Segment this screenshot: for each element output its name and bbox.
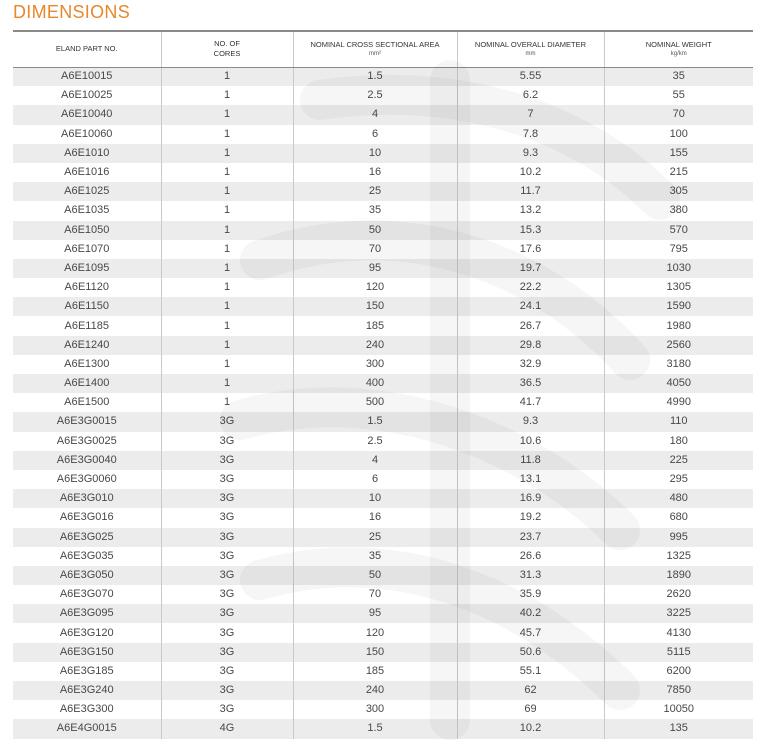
weight-cell: 7850 [604, 681, 753, 700]
diameter-cell: 13.2 [457, 201, 604, 220]
dimensions-table [13, 30, 753, 739]
diameter-cell: 62 [457, 681, 604, 700]
area-cell: 120 [293, 278, 457, 297]
weight-cell: 4050 [604, 374, 753, 393]
cores-cell: 3G [161, 566, 293, 585]
part-no-cell: A6E3G120 [13, 623, 161, 642]
table-row [13, 144, 753, 163]
diameter-cell: 19.7 [457, 259, 604, 278]
diameter-cell: 23.7 [457, 528, 604, 547]
diameter-cell: 9.3 [457, 144, 604, 163]
cores-cell: 3G [161, 585, 293, 604]
cores-cell: 3G [161, 528, 293, 547]
area-cell: 16 [293, 508, 457, 527]
part-no-cell: A6E1500 [13, 393, 161, 412]
diameter-cell: 11.7 [457, 182, 604, 201]
diameter-cell: 6.2 [457, 86, 604, 105]
cores-cell: 1 [161, 125, 293, 144]
weight-cell: 795 [604, 240, 753, 259]
diameter-cell: 29.8 [457, 336, 604, 355]
diameter-cell: 13.1 [457, 470, 604, 489]
area-cell: 500 [293, 393, 457, 412]
diameter-cell: 16.9 [457, 489, 604, 508]
area-cell: 70 [293, 240, 457, 259]
weight-cell: 2560 [604, 336, 753, 355]
area-cell: 25 [293, 182, 457, 201]
header-unit: mm [525, 51, 536, 58]
table-row [13, 105, 753, 124]
weight-cell: 135 [604, 719, 753, 738]
table-row [13, 528, 753, 547]
cores-cell: 3G [161, 451, 293, 470]
area-cell: 35 [293, 547, 457, 566]
table-row [13, 125, 753, 144]
area-cell: 150 [293, 643, 457, 662]
cores-cell: 3G [161, 623, 293, 642]
diameter-cell: 15.3 [457, 221, 604, 240]
area-cell: 185 [293, 662, 457, 681]
cores-cell: 1 [161, 278, 293, 297]
area-cell: 300 [293, 700, 457, 719]
weight-cell: 1305 [604, 278, 753, 297]
area-cell: 400 [293, 374, 457, 393]
area-cell: 35 [293, 201, 457, 220]
weight-cell: 3225 [604, 604, 753, 623]
part-no-cell: A6E3G0025 [13, 432, 161, 451]
header-part-no [13, 31, 161, 67]
diameter-cell: 7.8 [457, 125, 604, 144]
table-row [13, 221, 753, 240]
table-row [13, 355, 753, 374]
diameter-cell: 26.7 [457, 316, 604, 335]
cores-cell: 3G [161, 412, 293, 431]
weight-cell: 155 [604, 144, 753, 163]
table-row [13, 585, 753, 604]
cores-cell: 1 [161, 86, 293, 105]
area-cell: 50 [293, 566, 457, 585]
area-cell: 2.5 [293, 432, 457, 451]
table-header [13, 31, 753, 67]
part-no-cell: A6E3G095 [13, 604, 161, 623]
part-no-cell: A6E1025 [13, 182, 161, 201]
cores-cell: 3G [161, 643, 293, 662]
weight-cell: 1890 [604, 566, 753, 585]
area-cell: 1.5 [293, 67, 457, 86]
cores-cell: 1 [161, 316, 293, 335]
part-no-cell: A6E3G025 [13, 528, 161, 547]
diameter-cell: 7 [457, 105, 604, 124]
table-row [13, 86, 753, 105]
header-no-of-cores [161, 31, 293, 67]
part-no-cell: A6E3G0040 [13, 451, 161, 470]
area-cell: 10 [293, 144, 457, 163]
cores-cell: 3G [161, 700, 293, 719]
cores-cell: 3G [161, 470, 293, 489]
part-no-cell: A6E3G010 [13, 489, 161, 508]
table-row [13, 643, 753, 662]
area-cell: 2.5 [293, 86, 457, 105]
part-no-cell: A6E1035 [13, 201, 161, 220]
part-no-cell: A6E1010 [13, 144, 161, 163]
part-no-cell: A6E10060 [13, 125, 161, 144]
header-label: NO. OF [214, 39, 240, 49]
weight-cell: 2620 [604, 585, 753, 604]
weight-cell: 480 [604, 489, 753, 508]
area-cell: 6 [293, 470, 457, 489]
area-cell: 185 [293, 316, 457, 335]
header-row [13, 31, 753, 67]
table-row [13, 451, 753, 470]
table-row [13, 374, 753, 393]
header-label: NOMINAL CROSS SECTIONAL AREA [310, 40, 440, 50]
diameter-cell: 11.8 [457, 451, 604, 470]
table-row [13, 604, 753, 623]
part-no-cell: A6E3G0060 [13, 470, 161, 489]
weight-cell: 1590 [604, 297, 753, 316]
table-row [13, 662, 753, 681]
part-no-cell: A6E1300 [13, 355, 161, 374]
diameter-cell: 5.55 [457, 67, 604, 86]
header-unit: mm² [369, 51, 381, 58]
section-title: DIMENSIONS [13, 2, 131, 22]
part-no-cell: A6E10040 [13, 105, 161, 124]
table-body [13, 67, 753, 739]
cores-cell: 3G [161, 489, 293, 508]
table-row [13, 316, 753, 335]
weight-cell: 4990 [604, 393, 753, 412]
area-cell: 16 [293, 163, 457, 182]
part-no-cell: A6E3G185 [13, 662, 161, 681]
cores-cell: 4G [161, 719, 293, 738]
table-row [13, 297, 753, 316]
table-row [13, 67, 753, 86]
cores-cell: 1 [161, 336, 293, 355]
area-cell: 95 [293, 604, 457, 623]
table-row [13, 336, 753, 355]
part-no-cell: A6E1095 [13, 259, 161, 278]
diameter-cell: 26.6 [457, 547, 604, 566]
weight-cell: 110 [604, 412, 753, 431]
diameter-cell: 45.7 [457, 623, 604, 642]
weight-cell: 4130 [604, 623, 753, 642]
part-no-cell: A6E1050 [13, 221, 161, 240]
weight-cell: 1980 [604, 316, 753, 335]
cores-cell: 3G [161, 604, 293, 623]
part-no-cell: A6E3G240 [13, 681, 161, 700]
part-no-cell: A6E4G0015 [13, 719, 161, 738]
area-cell: 1.5 [293, 412, 457, 431]
diameter-cell: 50.6 [457, 643, 604, 662]
diameter-cell: 17.6 [457, 240, 604, 259]
diameter-cell: 10.6 [457, 432, 604, 451]
part-no-cell: A6E3G050 [13, 566, 161, 585]
header-label-line2: CORES [213, 49, 241, 59]
area-cell: 240 [293, 681, 457, 700]
cores-cell: 1 [161, 393, 293, 412]
diameter-cell: 9.3 [457, 412, 604, 431]
header-cross-sectional-area [293, 31, 457, 67]
header-label: ELAND PART NO. [55, 44, 118, 54]
weight-cell: 3180 [604, 355, 753, 374]
diameter-cell: 22.2 [457, 278, 604, 297]
table-row [13, 508, 753, 527]
area-cell: 150 [293, 297, 457, 316]
cores-cell: 1 [161, 163, 293, 182]
part-no-cell: A6E1150 [13, 297, 161, 316]
diameter-cell: 36.5 [457, 374, 604, 393]
weight-cell: 305 [604, 182, 753, 201]
diameter-cell: 19.2 [457, 508, 604, 527]
diameter-cell: 10.2 [457, 719, 604, 738]
table-row [13, 182, 753, 201]
area-cell: 120 [293, 623, 457, 642]
part-no-cell: A6E3G016 [13, 508, 161, 527]
diameter-cell: 32.9 [457, 355, 604, 374]
area-cell: 70 [293, 585, 457, 604]
diameter-cell: 55.1 [457, 662, 604, 681]
cores-cell: 1 [161, 259, 293, 278]
part-no-cell: A6E1400 [13, 374, 161, 393]
cores-cell: 3G [161, 681, 293, 700]
part-no-cell: A6E10025 [13, 86, 161, 105]
cores-cell: 1 [161, 201, 293, 220]
weight-cell: 1030 [604, 259, 753, 278]
table-row [13, 259, 753, 278]
area-cell: 50 [293, 221, 457, 240]
weight-cell: 35 [604, 67, 753, 86]
diameter-cell: 35.9 [457, 585, 604, 604]
table-row [13, 412, 753, 431]
part-no-cell: A6E1120 [13, 278, 161, 297]
cores-cell: 1 [161, 297, 293, 316]
cores-cell: 1 [161, 67, 293, 86]
part-no-cell: A6E1240 [13, 336, 161, 355]
weight-cell: 215 [604, 163, 753, 182]
table-row [13, 432, 753, 451]
part-no-cell: A6E3G150 [13, 643, 161, 662]
table-row [13, 163, 753, 182]
table-row [13, 719, 753, 738]
cores-cell: 1 [161, 355, 293, 374]
cores-cell: 3G [161, 662, 293, 681]
part-no-cell: A6E10015 [13, 67, 161, 86]
cores-cell: 3G [161, 508, 293, 527]
weight-cell: 995 [604, 528, 753, 547]
area-cell: 1.5 [293, 719, 457, 738]
part-no-cell: A6E3G0015 [13, 412, 161, 431]
weight-cell: 100 [604, 125, 753, 144]
weight-cell: 55 [604, 86, 753, 105]
diameter-cell: 40.2 [457, 604, 604, 623]
cores-cell: 1 [161, 144, 293, 163]
weight-cell: 6200 [604, 662, 753, 681]
weight-cell: 380 [604, 201, 753, 220]
weight-cell: 680 [604, 508, 753, 527]
table-row [13, 566, 753, 585]
diameter-cell: 10.2 [457, 163, 604, 182]
area-cell: 240 [293, 336, 457, 355]
table-row [13, 700, 753, 719]
diameter-cell: 31.3 [457, 566, 604, 585]
cores-cell: 3G [161, 432, 293, 451]
cores-cell: 1 [161, 240, 293, 259]
weight-cell: 180 [604, 432, 753, 451]
part-no-cell: A6E1016 [13, 163, 161, 182]
weight-cell: 5115 [604, 643, 753, 662]
diameter-cell: 69 [457, 700, 604, 719]
area-cell: 95 [293, 259, 457, 278]
table-row [13, 278, 753, 297]
area-cell: 25 [293, 528, 457, 547]
cores-cell: 3G [161, 547, 293, 566]
weight-cell: 570 [604, 221, 753, 240]
weight-cell: 1325 [604, 547, 753, 566]
part-no-cell: A6E3G070 [13, 585, 161, 604]
table-row [13, 547, 753, 566]
cores-cell: 1 [161, 182, 293, 201]
part-no-cell: A6E3G035 [13, 547, 161, 566]
header-label: NOMINAL OVERALL DIAMETER [474, 40, 587, 50]
header-label: NOMINAL WEIGHT [645, 40, 712, 50]
cores-cell: 1 [161, 221, 293, 240]
table-row [13, 240, 753, 259]
weight-cell: 225 [604, 451, 753, 470]
diameter-cell: 24.1 [457, 297, 604, 316]
area-cell: 4 [293, 451, 457, 470]
table-row [13, 623, 753, 642]
weight-cell: 295 [604, 470, 753, 489]
area-cell: 6 [293, 125, 457, 144]
area-cell: 300 [293, 355, 457, 374]
table-row [13, 393, 753, 412]
table-row [13, 681, 753, 700]
table-row [13, 470, 753, 489]
diameter-cell: 41.7 [457, 393, 604, 412]
area-cell: 4 [293, 105, 457, 124]
weight-cell: 10050 [604, 700, 753, 719]
part-no-cell: A6E1185 [13, 316, 161, 335]
cores-cell: 1 [161, 374, 293, 393]
header-nominal-weight [604, 31, 753, 67]
area-cell: 10 [293, 489, 457, 508]
part-no-cell: A6E1070 [13, 240, 161, 259]
weight-cell: 70 [604, 105, 753, 124]
header-overall-diameter [457, 31, 604, 67]
table-row [13, 201, 753, 220]
part-no-cell: A6E3G300 [13, 700, 161, 719]
header-unit: kg/km [670, 51, 687, 58]
table-row [13, 489, 753, 508]
cores-cell: 1 [161, 105, 293, 124]
